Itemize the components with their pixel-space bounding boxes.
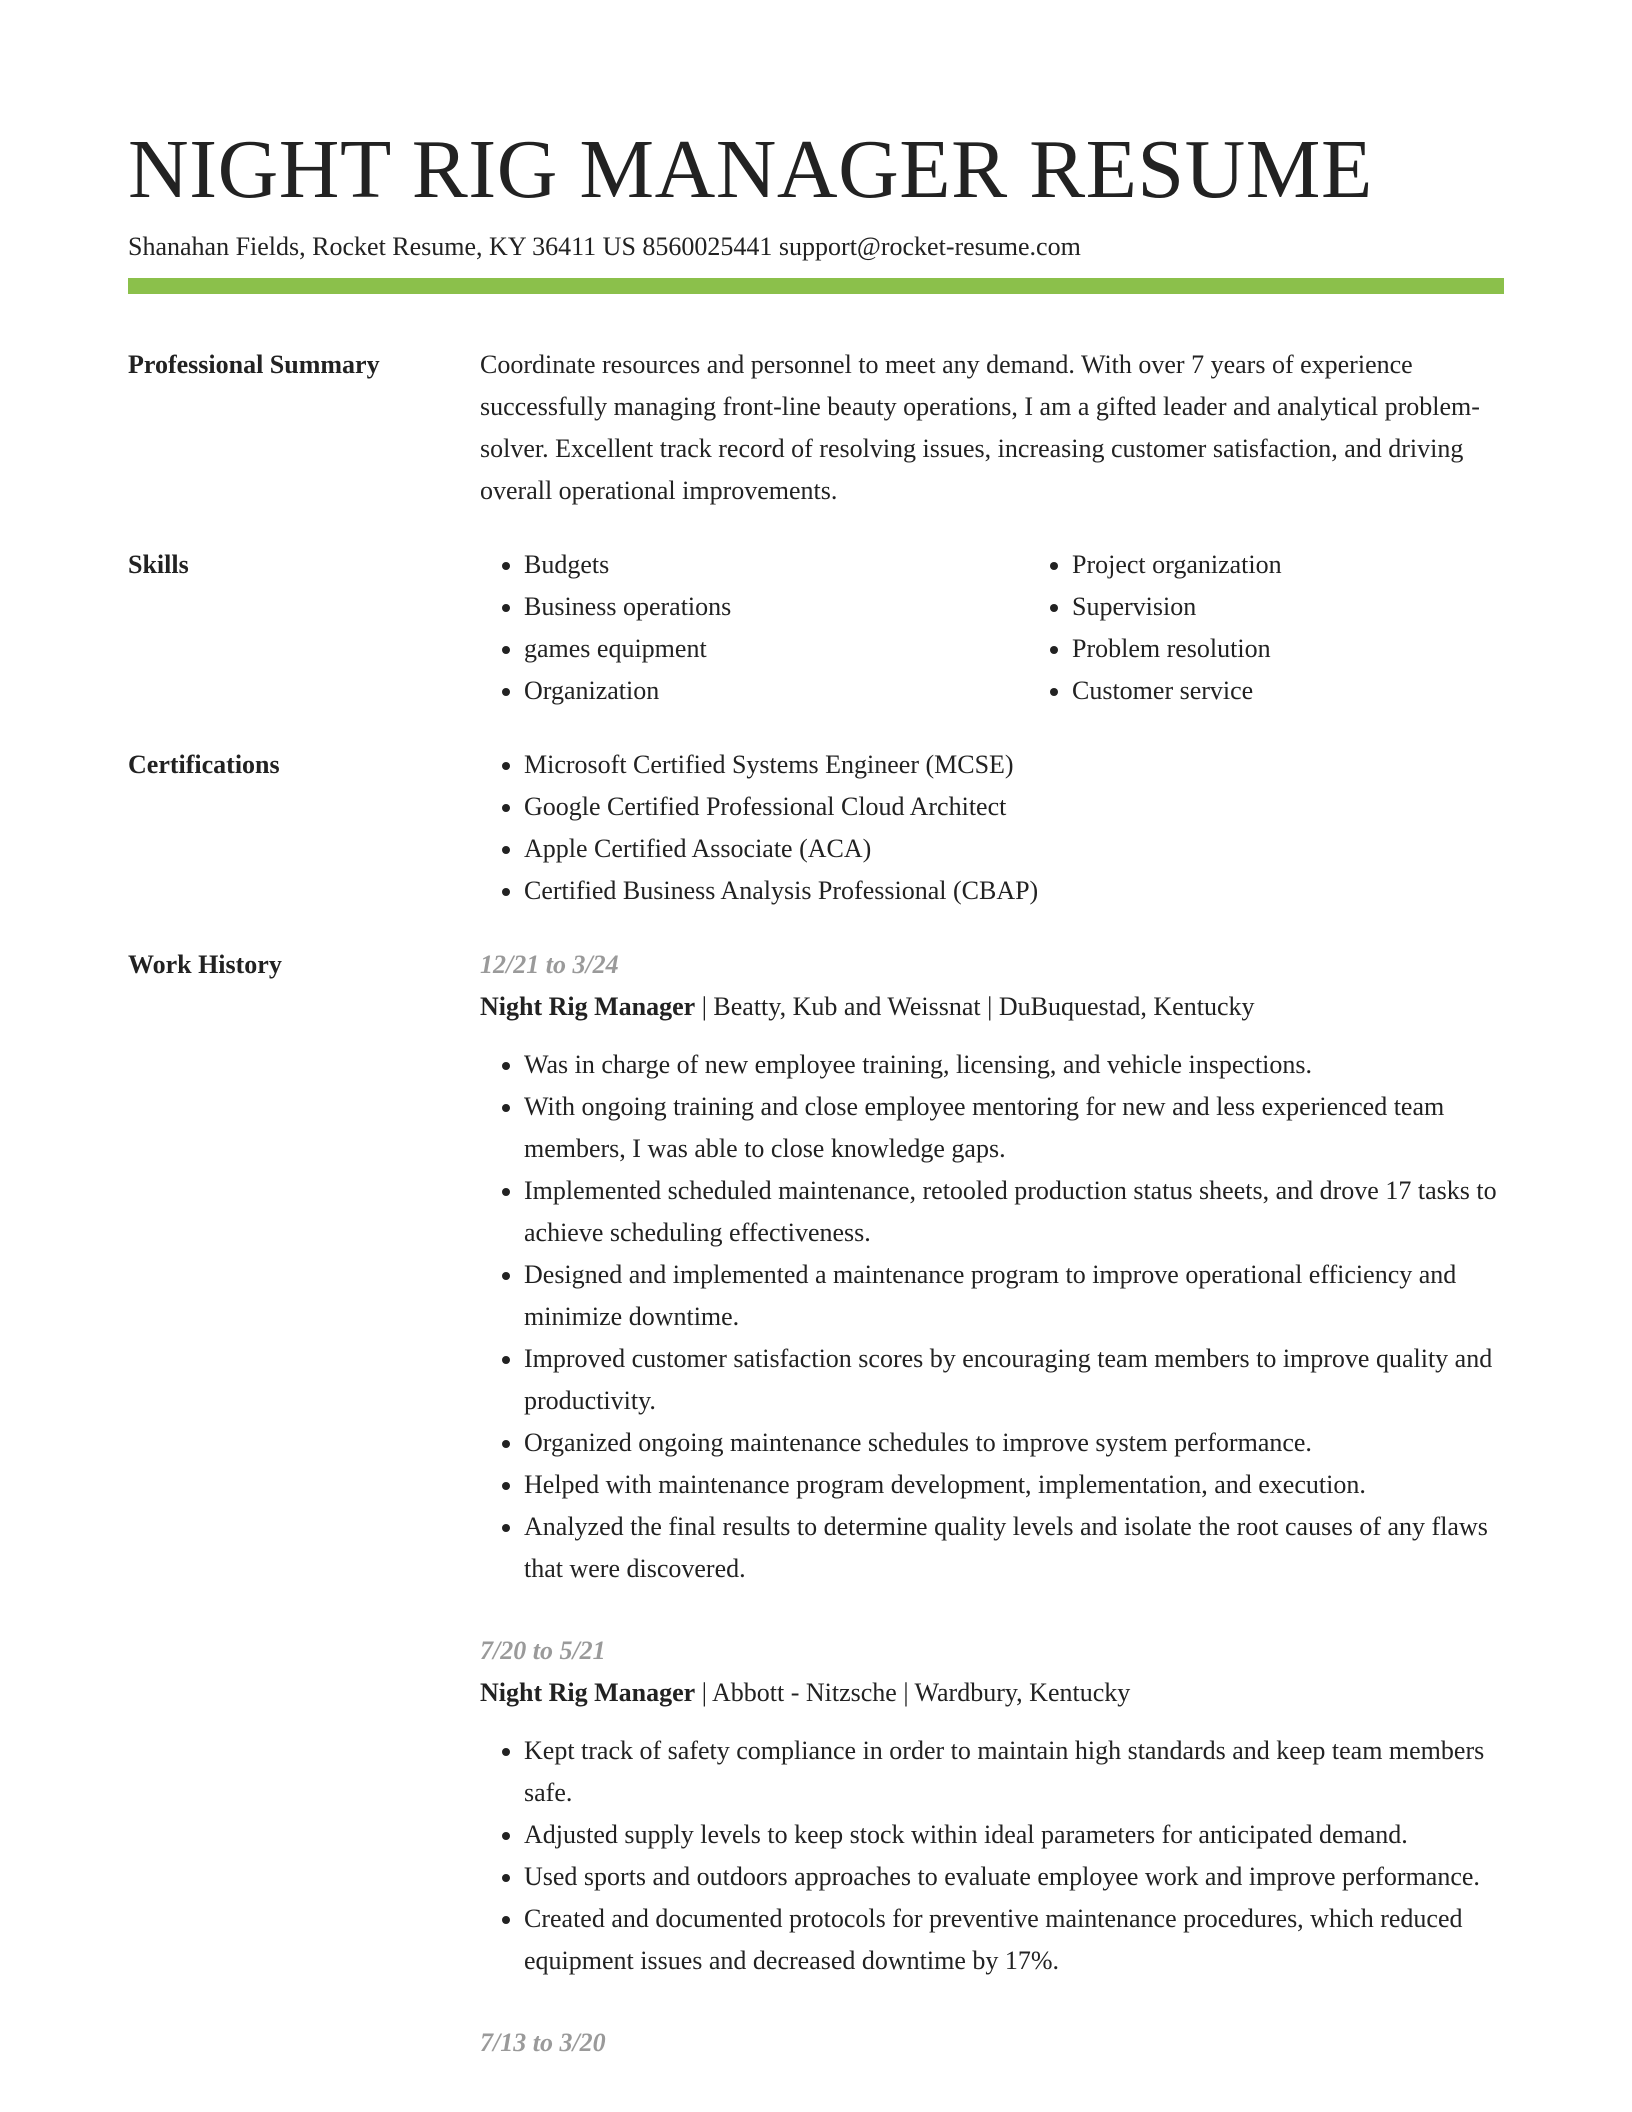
skill-item: • Budgets (524, 544, 1028, 586)
job-bullets (480, 1044, 1504, 1590)
job-bullets (480, 1730, 1504, 1982)
skill-item: • games equipment (524, 628, 1028, 670)
job-dates: 7/20 to 5/21 (480, 1636, 606, 1665)
job-heading (480, 1672, 1504, 1714)
job-bullet: • Designed and implemented a maintenance program to improve operational efficiency and minimize downtime. (524, 1254, 1504, 1338)
section-label-work-history: Work History (128, 950, 282, 979)
job-heading (480, 986, 1504, 1028)
job-dates: 7/13 to 3/20 (480, 2028, 606, 2057)
job-bullet: • Kept track of safety compliance in order to maintain high standards and keep team members safe. (524, 1730, 1504, 1814)
job-bullet: • Analyzed the final results to determine quality levels and isolate the root causes of any flaws that were discovered. (524, 1506, 1504, 1590)
skills-column-2 (1028, 544, 1576, 712)
job-details: | Beatty, Kub and Weissnat | DuBuquestad, Kentucky (695, 992, 1255, 1021)
skill-item: • Supervision (1072, 586, 1576, 628)
section-label-summary: Professional Summary (128, 350, 380, 379)
certification-item: • Apple Certified Associate (ACA) (524, 828, 1504, 870)
certifications-list (480, 744, 1504, 912)
contact-line: Shanahan Fields, Rocket Resume, KY 36411 US 8560025441 support@rocket-resume.com (128, 232, 1081, 261)
job-entry (480, 1630, 1504, 1982)
job-entry (480, 944, 1504, 1590)
job-title: Night Rig Manager (480, 992, 696, 1021)
summary-section (128, 344, 1504, 512)
job-bullet: • Implemented scheduled maintenance, retooled production status sheets, and drove 17 tasks to achieve scheduling effectiveness. (524, 1170, 1504, 1254)
skills-column-1 (480, 544, 1028, 712)
skill-item: • Organization (524, 670, 1028, 712)
section-label-skills: Skills (128, 550, 189, 579)
job-title: Night Rig Manager (480, 1678, 696, 1707)
certification-item: • Microsoft Certified Systems Engineer (MCSE) (524, 744, 1504, 786)
certification-item: • Google Certified Professional Cloud Architect (524, 786, 1504, 828)
skill-item: • Project organization (1072, 544, 1576, 586)
header-divider (128, 278, 1504, 294)
work-history-body (480, 944, 1504, 2104)
skill-item: • Problem resolution (1072, 628, 1576, 670)
job-bullet: • Adjusted supply levels to keep stock within ideal parameters for anticipated demand. (524, 1814, 1504, 1856)
resume-page (128, 120, 1504, 2104)
skills-grid (480, 544, 1576, 712)
job-bullet: • Helped with maintenance program development, implementation, and execution. (524, 1464, 1504, 1506)
work-history-section (128, 944, 1504, 2104)
certifications-body (480, 744, 1504, 912)
job-bullet: • Created and documented protocols for preventive maintenance procedures, which reduced equipment issues and decreased downtime by 17%. (524, 1898, 1504, 1982)
resume-title: NIGHT RIG MANAGER RESUME (128, 123, 1373, 216)
job-entry (480, 2022, 1504, 2064)
skill-item: • Business operations (524, 586, 1028, 628)
job-bullet: • Used sports and outdoors approaches to evaluate employee work and improve performance. (524, 1856, 1504, 1898)
job-bullet: • Improved customer satisfaction scores by encouraging team members to improve quality and productivity. (524, 1338, 1504, 1422)
summary-text: Coordinate resources and personnel to meet any demand. With over 7 years of experience successfully managing front-line beauty operations, I am a gifted leader and analytical problem-solver. Excellent track record of resolving issues, increasing customer satisfaction, and driving overall operational improvements. (480, 350, 1480, 505)
job-bullet: • Organized ongoing maintenance schedules to improve system performance. (524, 1422, 1504, 1464)
section-label-certifications: Certifications (128, 750, 280, 779)
skill-item: • Customer service (1072, 670, 1576, 712)
job-details: | Abbott - Nitzsche | Wardbury, Kentucky (695, 1678, 1131, 1707)
job-bullet: • With ongoing training and close employee mentoring for new and less experienced team members, I was able to close knowledge gaps. (524, 1086, 1504, 1170)
skills-section (128, 544, 1504, 712)
certification-item: • Certified Business Analysis Professional (CBAP) (524, 870, 1504, 912)
job-bullet: • Was in charge of new employee training, licensing, and vehicle inspections. (524, 1044, 1504, 1086)
certifications-section (128, 744, 1504, 912)
job-dates: 12/21 to 3/24 (480, 950, 619, 979)
